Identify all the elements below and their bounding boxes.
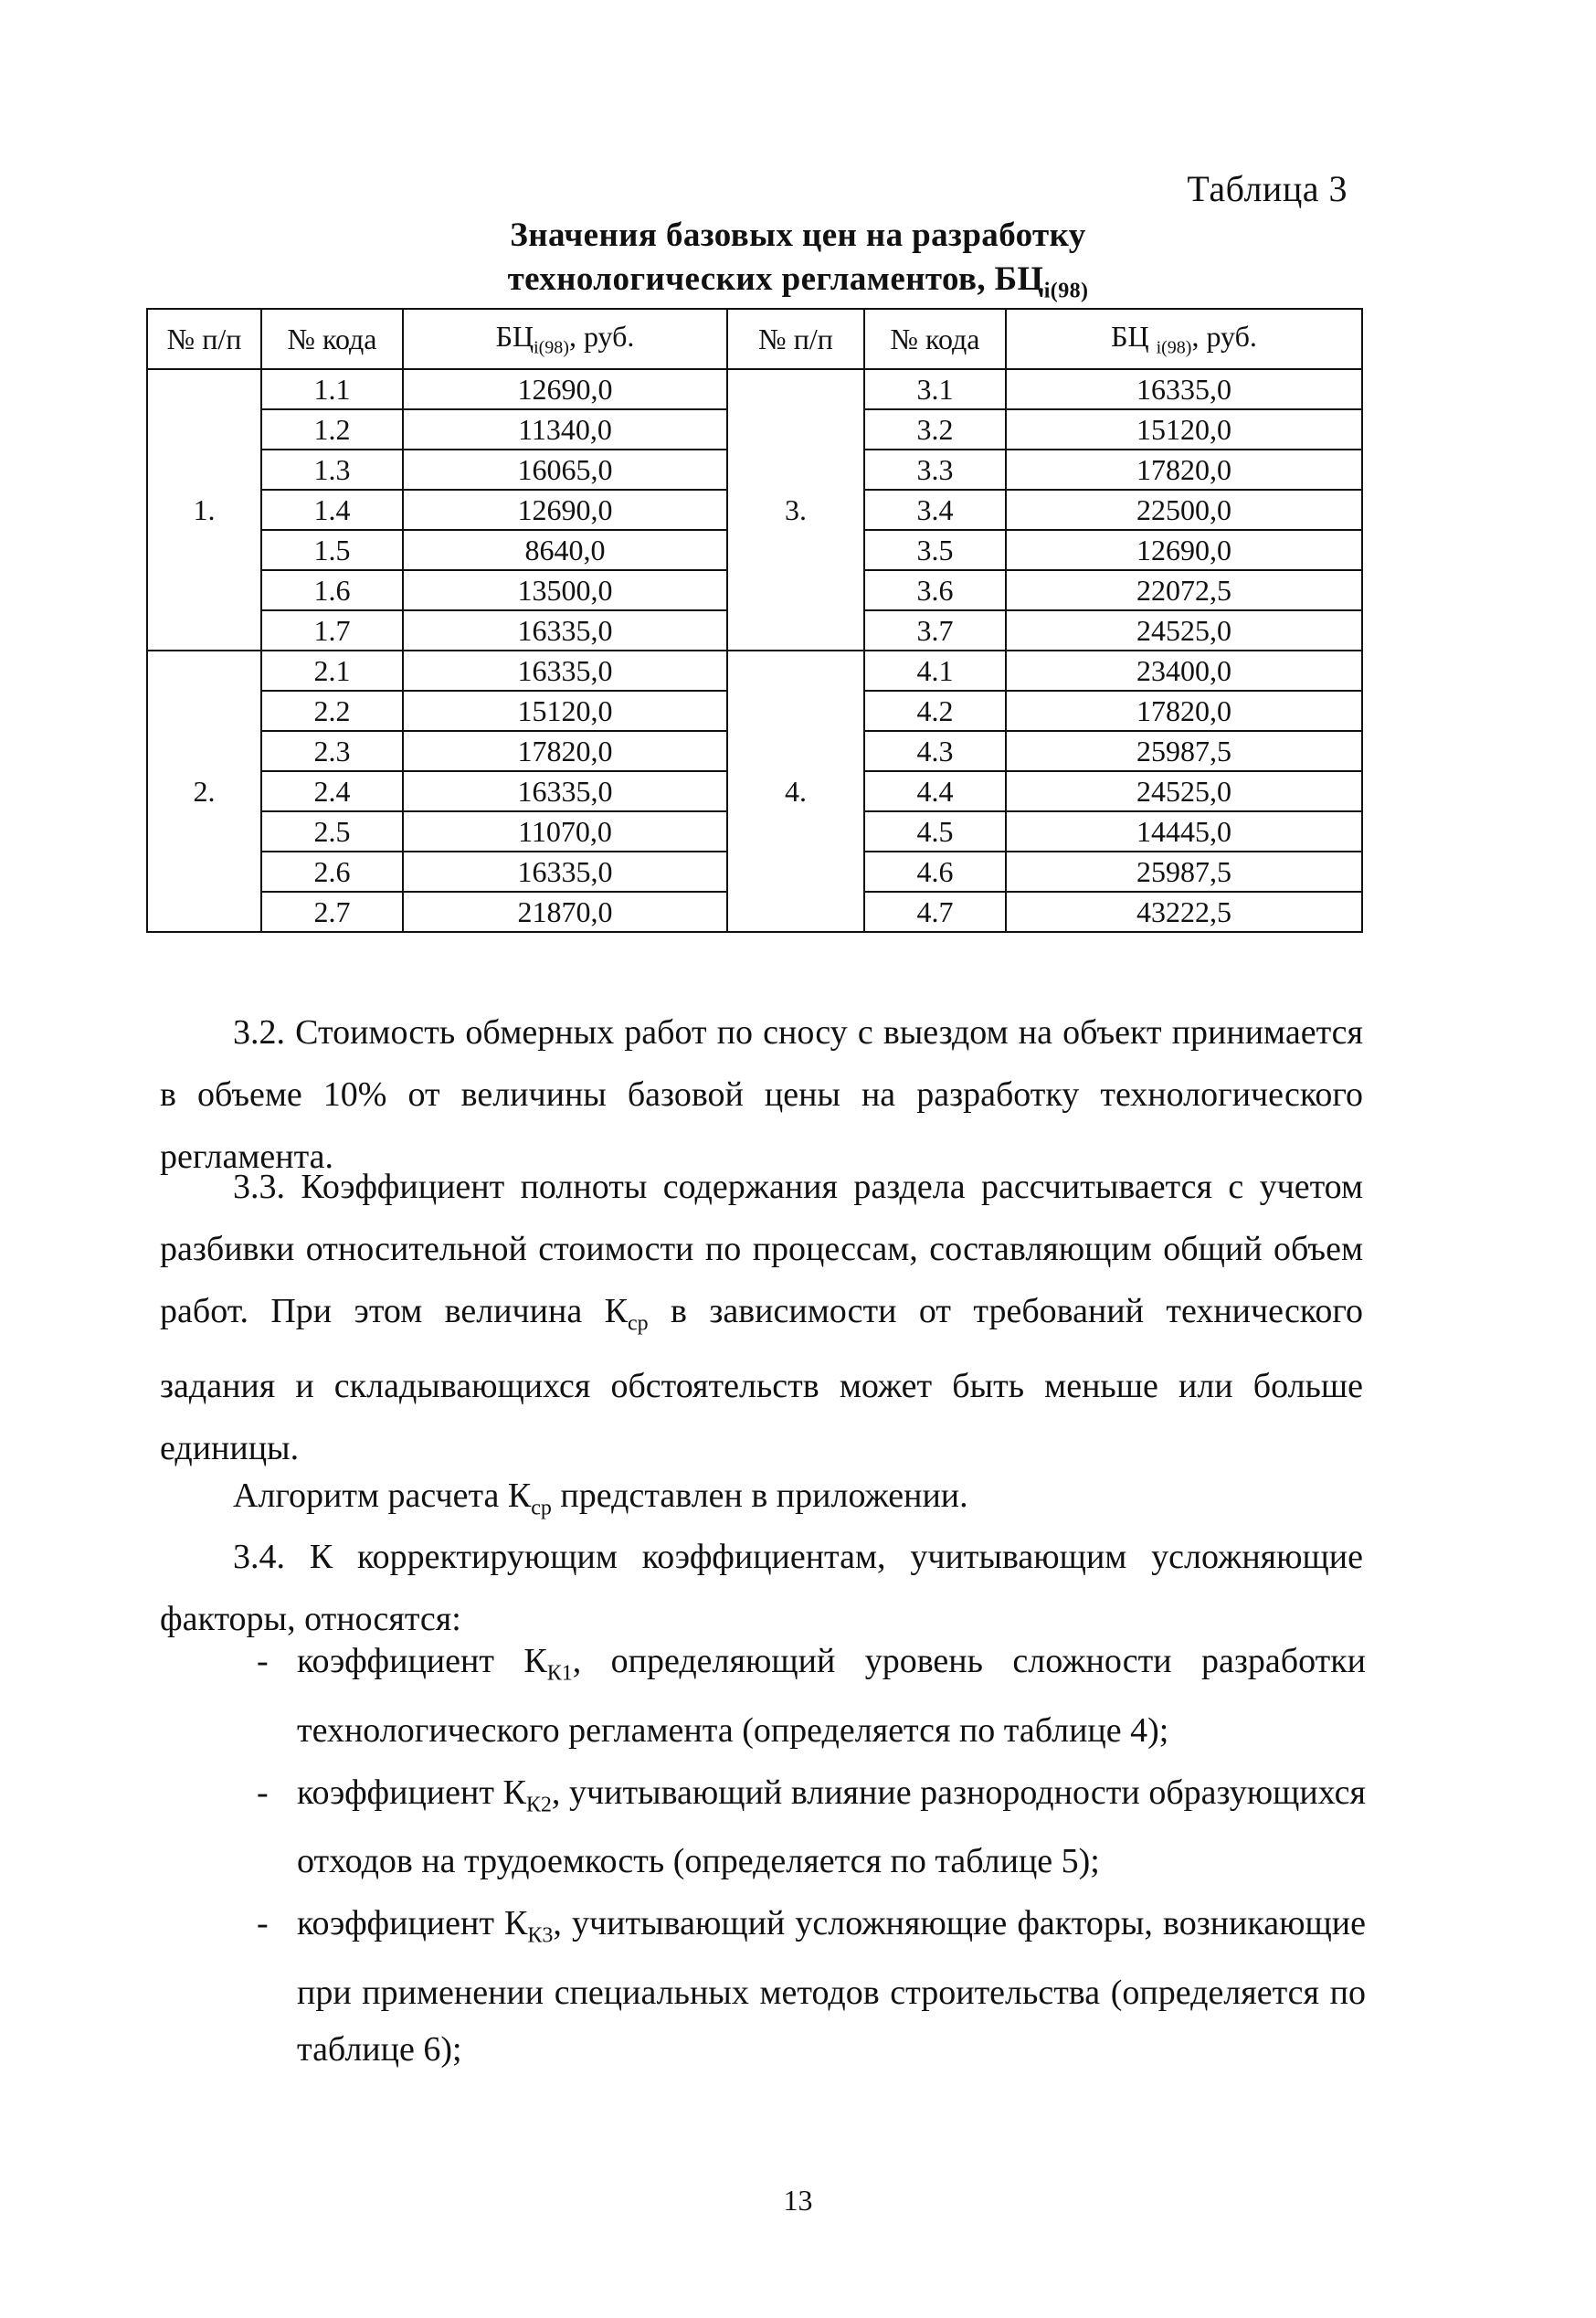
code-cell: 3.3 — [864, 450, 1006, 490]
paragraph-3-2-text: 3.2. Стоимость обмерных работ по сносу с выездом на объект принимается в объеме 10% от величины базовой цены на разработку технологического регламента. — [160, 1013, 1363, 1176]
caption-subscript: i(98) — [1043, 279, 1089, 303]
code-cell: 1.2 — [261, 409, 403, 450]
price-cell: 8640,0 — [403, 530, 727, 570]
price-cell: 17820,0 — [403, 731, 727, 771]
table-caption — [0, 214, 1596, 312]
price-cell: 13500,0 — [403, 570, 727, 610]
code-cell: 4.4 — [864, 771, 1006, 811]
price-cell: 15120,0 — [403, 691, 727, 731]
code-cell: 4.1 — [864, 651, 1006, 691]
price-cell: 16335,0 — [403, 852, 727, 892]
header-cell: $БЦ_{i(98)}$, руб. — [403, 309, 727, 369]
code-cell: 4.7 — [864, 892, 1006, 932]
group-number-cell: 1. — [147, 369, 261, 651]
paragraph-3-3 — [160, 1156, 1363, 1479]
dash-marker: - — [257, 1904, 269, 1943]
table-body — [147, 369, 1362, 932]
price-cell: 11340,0 — [403, 409, 727, 450]
base-prices-table — [146, 308, 1363, 933]
price-cell: 11070,0 — [403, 811, 727, 852]
price-cell: 12690,0 — [403, 490, 727, 530]
price-cell: 21870,0 — [403, 892, 727, 932]
price-cell: 25987,5 — [1006, 731, 1362, 771]
price-cell: 16335,0 — [403, 610, 727, 651]
header-cell: № п/п — [147, 309, 261, 369]
paragraph-3-3-text-b: в зависимости от требований технического задания и складывающихся обстоятельств может быть меньше или больше единицы. — [160, 1292, 1363, 1467]
code-cell: 2.3 — [261, 731, 403, 771]
dash-marker: - — [257, 1773, 269, 1812]
price-cell: 22072,5 — [1006, 570, 1362, 610]
code-cell: 3.5 — [864, 530, 1006, 570]
code-cell: 4.2 — [864, 691, 1006, 731]
caption-line-2 — [0, 258, 1596, 312]
paragraph-3-4-text: 3.4. К корректирующим коэффициентам, учитывающим усложняющие факторы, относятся: — [160, 1538, 1363, 1638]
price-cell: 15120,0 — [1006, 409, 1362, 450]
group-number-cell: 3. — [727, 369, 864, 651]
price-cell: 12690,0 — [403, 369, 727, 409]
algorithm-text-b: представлен в приложении. — [551, 1477, 968, 1515]
code-cell: 1.5 — [261, 530, 403, 570]
price-cell: 16065,0 — [403, 450, 727, 490]
table-label: Таблица 3 — [1187, 168, 1348, 209]
group-number-cell: 2. — [147, 651, 261, 932]
price-cell: 16335,0 — [403, 771, 727, 811]
code-cell: 1.4 — [261, 490, 403, 530]
code-cell: 2.4 — [261, 771, 403, 811]
page-number: 13 — [783, 2184, 813, 2217]
code-cell: 1.3 — [261, 450, 403, 490]
header-cell: БЦ $_{i(98)}$, руб. — [1006, 309, 1362, 369]
price-cell: 14445,0 — [1006, 811, 1362, 852]
table-header-row — [147, 309, 1362, 369]
code-cell: 3.7 — [864, 610, 1006, 651]
price-cell: 22500,0 — [1006, 490, 1362, 530]
algorithm-text-a: Алгоритм расчета К — [233, 1477, 532, 1515]
header-cell: № кода — [864, 309, 1006, 369]
price-cell: 16335,0 — [1006, 369, 1362, 409]
paragraph-3-3-text-a: 3.3. Коэффициент полноты содержания раздела рассчитывается с учетом разбивки относительной стоимости по процессам, составляющим общий объем работ. При этом величина К — [160, 1168, 1363, 1330]
price-cell: 24525,0 — [1006, 610, 1362, 651]
code-cell: 1.7 — [261, 610, 403, 651]
table-row — [147, 651, 1362, 691]
table-row — [147, 369, 1362, 409]
coefficients-list — [257, 1633, 1366, 2083]
code-cell: 4.6 — [864, 852, 1006, 892]
price-cell: 17820,0 — [1006, 691, 1362, 731]
caption-line-1: Значения базовых цен на разработку — [510, 217, 1086, 254]
price-cell: 16335,0 — [403, 651, 727, 691]
code-cell: 2.1 — [261, 651, 403, 691]
price-cell: 43222,5 — [1006, 892, 1362, 932]
code-cell: 2.5 — [261, 811, 403, 852]
group-number-cell: 4. — [727, 651, 864, 932]
caption-line-2-text: технологических регламентов, БЦ — [507, 260, 1044, 298]
k-sr-subscript: ср — [627, 1311, 649, 1336]
code-cell: 2.7 — [261, 892, 403, 932]
code-cell: 4.5 — [864, 811, 1006, 852]
price-cell: 23400,0 — [1006, 651, 1362, 691]
code-cell: 1.1 — [261, 369, 403, 409]
paragraph-3-4 — [160, 1526, 1363, 1650]
code-cell: 3.4 — [864, 490, 1006, 530]
dash-marker: - — [257, 1642, 269, 1680]
code-cell: 2.2 — [261, 691, 403, 731]
list-item: - коэффициент $К_{К1}$, определяющий уровень сложности разработки технологического регламента (определяется по таблице 4); — [297, 1633, 1366, 1759]
code-cell: 4.3 — [864, 731, 1006, 771]
list-item: - коэффициент $К_{К2}$, учитывающий влияние разнородности образующихся отходов на трудоемкость (определяется по таблице 5); — [297, 1764, 1366, 1890]
list-item: - коэффициент $К_{К3}$, учитывающий усложняющие факторы, возникающие при применении специальных методов строительства (определяется по таблице 6); — [297, 1895, 1366, 2078]
header-cell: № п/п — [727, 309, 864, 369]
code-cell: 3.6 — [864, 570, 1006, 610]
price-cell: 17820,0 — [1006, 450, 1362, 490]
code-cell: 2.6 — [261, 852, 403, 892]
price-cell: 24525,0 — [1006, 771, 1362, 811]
code-cell: 3.2 — [864, 409, 1006, 450]
price-cell: 25987,5 — [1006, 852, 1362, 892]
price-cell: 12690,0 — [1006, 530, 1362, 570]
algorithm-subscript: ср — [531, 1496, 552, 1520]
header-cell: № кода — [261, 309, 403, 369]
code-cell: 1.6 — [261, 570, 403, 610]
code-cell: 3.1 — [864, 369, 1006, 409]
